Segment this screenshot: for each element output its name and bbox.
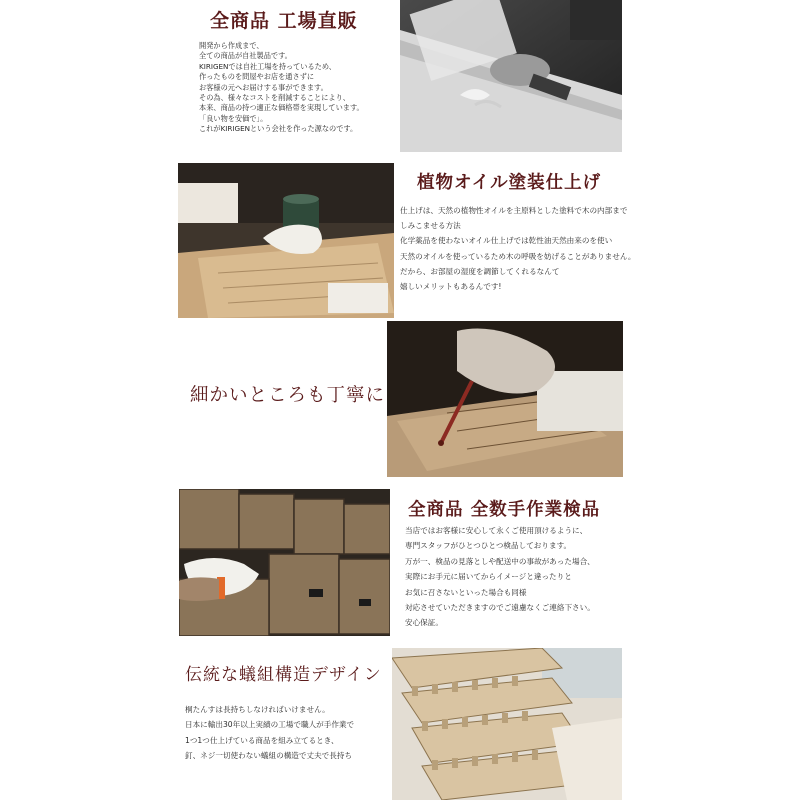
section-heading: 全商品 工場直販	[210, 10, 358, 32]
section-hand-inspection	[0, 480, 800, 640]
body-line: 専門スタッフがひとつひとつ検品しております。	[405, 541, 572, 551]
photo-hand-inspection	[179, 489, 390, 636]
body-line: 釘、ネジ一切使わない蟻組の構造で丈夫で長持ち	[185, 751, 353, 761]
photo-dovetail-joints	[392, 648, 622, 800]
body-line: 1つ1つ仕上げている商品を組み立てるとき、	[185, 735, 339, 745]
body-line: 「良い物を安価で」。	[199, 113, 268, 123]
section-heading: 全商品 全数手作業検品	[408, 500, 601, 520]
body-line: 本来、商品の持つ適正な価格帯を実現しています。	[199, 103, 364, 113]
body-line: 安心保証。	[405, 618, 443, 628]
section-factory-direct	[0, 0, 800, 160]
body-line: 開発から作成まで、	[199, 41, 264, 50]
body-line: だから、お部屋の湿度を調節してくれるなんて	[400, 266, 560, 276]
photo-craftsman-planing	[400, 0, 622, 152]
body-line: これがKIRIGENという会社を作った源なのです。	[199, 124, 358, 134]
body-line: 嬉しいメリットもあるんです!	[400, 282, 502, 292]
section-body	[405, 523, 595, 631]
section-heading: 細かいところも丁寧に	[190, 385, 386, 406]
body-line: 仕上げは、天然の植物性オイルを主原料とした塗料で木の内部まで	[400, 206, 628, 215]
body-line: 全ての商品が自社製品です。	[199, 51, 292, 61]
body-line: 日本に輸出30年以上実績の工場で職人が手作業で	[185, 720, 355, 730]
section-body	[199, 41, 364, 135]
body-line: お気に召さないといった場合も同様	[405, 587, 527, 597]
body-line: 化学薬品を使わないオイル仕上げでは乾性油天然由来のを使い	[400, 236, 613, 246]
section-heading: 植物オイル塗装仕上げ	[417, 173, 602, 193]
body-line: その為、様々なコストを削減することにより、	[199, 93, 350, 103]
section-heading: 伝統な蟻組構造デザイン	[185, 665, 382, 685]
body-line: 万が一、検品の見落としや配送中の事故があった場合、	[405, 556, 595, 566]
body-line: 作ったものを問屋やお店を通さずに	[199, 72, 315, 82]
photo-oil-coating	[178, 163, 394, 318]
body-line: KIRIGENでは自社工場を持っているため、	[199, 61, 336, 71]
photo-brush-detail	[387, 321, 623, 477]
section-body	[400, 203, 635, 294]
body-line: 天然のオイルを使っているため木の呼吸を妨げることがありません。	[400, 251, 636, 261]
body-line: 実際にお手元に届いてからイメージと違ったりと	[405, 572, 572, 582]
body-line: 桐たんすは長持ちしなければいけません。	[185, 705, 330, 714]
body-line: しみこませる方法	[400, 221, 461, 231]
body-line: お客様の元へお届けする事ができます。	[199, 82, 328, 92]
section-dovetail-design	[0, 640, 800, 800]
section-body	[185, 702, 354, 764]
section-detail-care	[0, 320, 800, 480]
section-oil-finish	[0, 160, 800, 320]
body-line: 当店ではお客様に安心して永くご使用頂けるように、	[405, 526, 588, 535]
body-line: 対応させていただきますのでご遠慮なくご連絡下さい。	[405, 603, 595, 613]
